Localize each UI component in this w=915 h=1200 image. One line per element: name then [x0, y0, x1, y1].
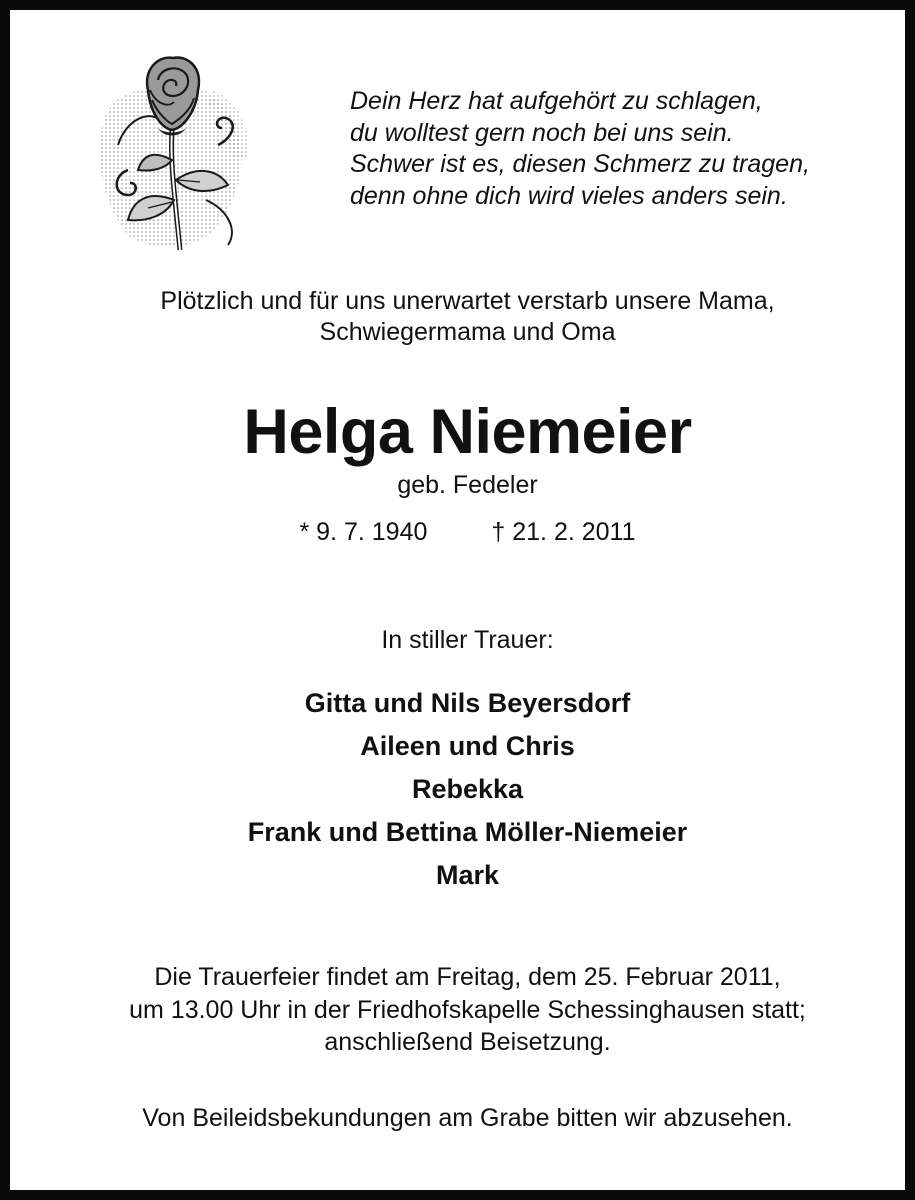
intro-text: [10, 286, 915, 348]
deceased-name: Helga Niemeier: [243, 397, 692, 467]
condolence-note: Von Beileidsbekundungen am Grabe bitten wir abzusehen.: [142, 1104, 793, 1132]
mourner: Mark: [435, 860, 500, 890]
intro-line: Plötzlich und für uns unerwartet verstarb unsere Mama,: [160, 287, 775, 315]
mourner: Aileen und Chris: [360, 731, 575, 761]
poem: [350, 86, 890, 212]
intro-line: Schwiegermama und Oma: [319, 318, 616, 346]
life-dates: [10, 516, 915, 548]
birth-date: * 9. 7. 1940: [299, 518, 428, 546]
mourner: Gitta und Nils Beyersdorf: [304, 688, 631, 718]
service-line: Die Trauerfeier findet am Freitag, dem 25. Februar 2011,: [154, 963, 781, 991]
mourner: Rebekka: [411, 774, 524, 804]
mourner: Frank und Bettina Möller-Niemeier: [247, 817, 688, 847]
maiden-name: geb. Fedeler: [397, 471, 538, 499]
mourners-list: [10, 682, 915, 897]
poem-line: du wolltest gern noch bei uns sein.: [350, 118, 734, 147]
rose-illustration: [88, 50, 256, 260]
service-line: anschließend Beisetzung.: [324, 1028, 611, 1056]
service-line: um 13.00 Uhr in der Friedhofskapelle Schessinghausen statt;: [129, 995, 806, 1024]
poem-line: Schwer ist es, diesen Schmerz zu tragen,: [350, 150, 810, 178]
death-date: † 21. 2. 2011: [491, 518, 636, 546]
mourning-heading: In stiller Trauer:: [381, 626, 554, 654]
poem-line: Dein Herz hat aufgehört zu schlagen,: [350, 87, 763, 115]
funeral-service-info: [10, 961, 915, 1059]
poem-line: denn ohne dich wird vieles anders sein.: [350, 181, 788, 210]
